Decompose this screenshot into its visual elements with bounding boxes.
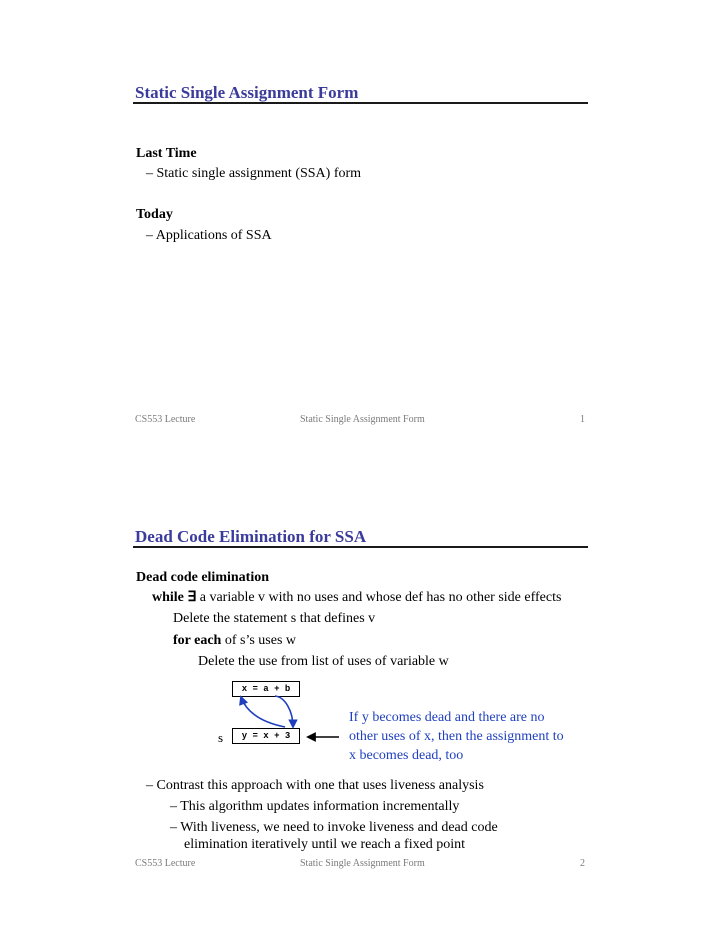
for-each-text: of s’s uses w [221, 633, 297, 648]
slide-2-title: Dead Code Elimination for SSA [135, 527, 367, 546]
last-time-heading: Last Time [136, 146, 197, 161]
for-each-line [173, 632, 296, 650]
slide-2-footer-center: Static Single Assignment Form [300, 858, 425, 869]
code-box-y-def: y = x + 3 [232, 728, 300, 744]
last-time-item: – Static single assignment (SSA) form [146, 166, 362, 181]
for-each-keyword: for each [173, 633, 222, 648]
contrast-bullet: – Contrast this approach with one that uses liveness analysis [146, 778, 484, 793]
slide-2-page-number: 2 [580, 858, 585, 869]
slide-2-title-rule [133, 546, 588, 548]
note-line-3: x becomes dead, too [349, 748, 464, 763]
delete-statement-line: Delete the statement s that defines v [173, 611, 376, 626]
note-line-1: If y becomes dead and there are no [349, 710, 545, 725]
exists-symbol: ∃ [187, 590, 197, 605]
liveness-bullet-continued: elimination iteratively until we reach a fixed point [184, 837, 466, 852]
slide-1-footer-left: CS553 Lecture [135, 414, 196, 425]
statement-s-label: s [218, 730, 224, 745]
def-use-arrows [225, 683, 345, 753]
today-heading: Today [136, 207, 173, 222]
slide-2-footer-left: CS553 Lecture [135, 858, 196, 869]
slide-1-page-number: 1 [580, 414, 585, 425]
use-to-def-arrow [241, 697, 285, 727]
while-condition: a variable v with no uses and whose def has no other side effects [196, 590, 562, 605]
while-keyword: while [152, 590, 184, 605]
incremental-bullet: – This algorithm updates information incrementally [170, 799, 460, 814]
def-to-use-arrow [275, 696, 293, 727]
while-line [152, 589, 561, 607]
slide-1-title-rule [133, 102, 588, 104]
liveness-bullet: – With liveness, we need to invoke liveness and dead code [170, 820, 498, 835]
delete-use-line: Delete the use from list of uses of variable w [198, 654, 449, 669]
today-item: – Applications of SSA [146, 228, 272, 243]
dead-assignment-note [349, 708, 589, 765]
slide-1-title: Static Single Assignment Form [135, 83, 359, 102]
note-line-2: other uses of x, then the assignment to [349, 729, 564, 744]
dead-code-heading: Dead code elimination [136, 570, 269, 585]
code-box-x-def: x = a + b [232, 681, 300, 697]
slide-1-footer-center: Static Single Assignment Form [300, 414, 425, 425]
